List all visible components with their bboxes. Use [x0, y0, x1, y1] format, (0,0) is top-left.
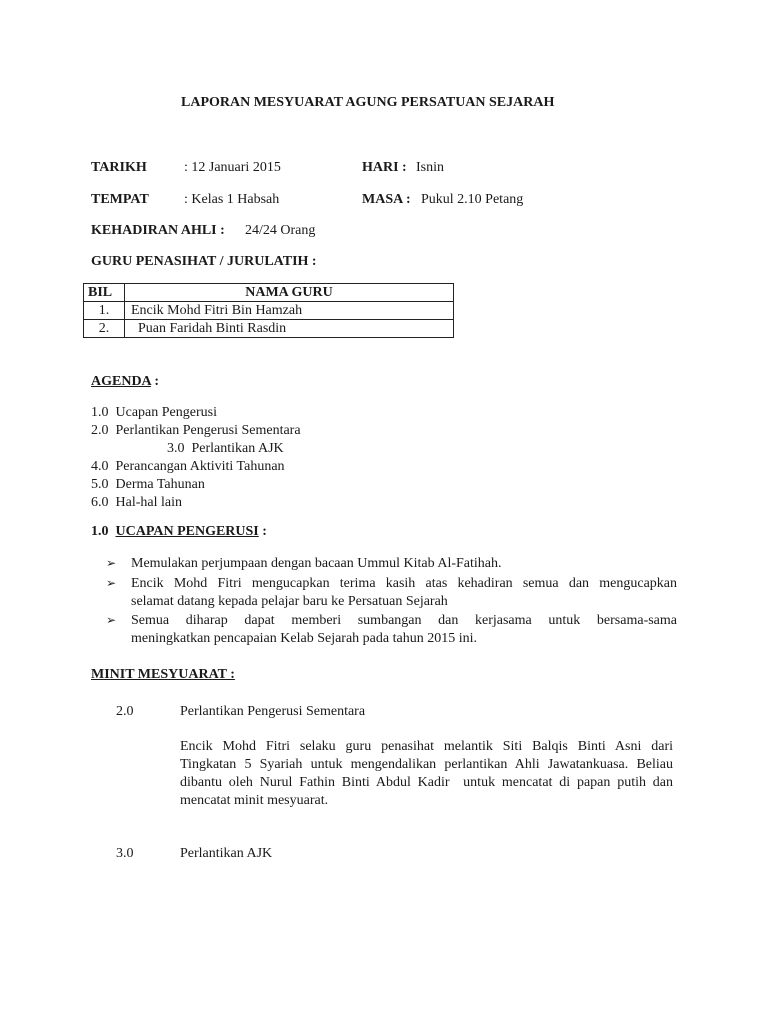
masa-label: MASA :: [362, 192, 411, 207]
ucapan-bullet-line: meningkatkan pencapaian Kelab Sejarah pada tahun 2015 ini.: [131, 631, 477, 646]
table-header-row: [84, 284, 454, 302]
agenda-heading: [91, 374, 159, 390]
hari-label: HARI :: [362, 160, 407, 175]
section-title: Perlantikan Pengerusi Sementara: [180, 704, 366, 719]
arrow-bullet-icon: ➢: [106, 613, 117, 627]
agenda-item: 1.0 Ucapan Pengerusi: [91, 405, 217, 420]
ucapan-bullet: [131, 575, 677, 611]
kehadiran-value: 24/24 Orang: [245, 223, 316, 238]
row-bil: 2.: [84, 320, 125, 338]
arrow-bullet-icon: ➢: [106, 576, 117, 590]
section-body-line: Encik Mohd Fitri selaku guru penasihat melantik Siti Balqis Binti Asni dari: [180, 739, 673, 754]
ucapan-bullet-line: Semua diharap dapat memberi sumbangan dan kerjasama untuk bersama-sama: [131, 613, 677, 628]
tarikh-label: TARIKH: [91, 160, 147, 175]
section-body-line: mencatat minit mesyuarat.: [180, 793, 329, 808]
kehadiran-label: KEHADIRAN AHLI :: [91, 223, 225, 238]
table-row: [84, 320, 454, 338]
section-body: [180, 738, 673, 810]
masa-value: Pukul 2.10 Petang: [421, 192, 524, 207]
section-number: 3.0: [116, 846, 134, 861]
ucapan-heading: [91, 524, 267, 540]
agenda-heading-colon: :: [150, 374, 160, 389]
ucapan-bullet-line: selamat datang kepada pelajar baru ke Persatuan Sejarah: [131, 594, 448, 609]
agenda-item: 2.0 Perlantikan Pengerusi Sementara: [91, 423, 301, 438]
section-number: 2.0: [116, 704, 134, 719]
agenda-item: 3.0 Perlantikan AJK: [167, 441, 284, 456]
ucapan-number: 1.0: [91, 524, 109, 539]
arrow-bullet-icon: ➢: [106, 556, 117, 570]
table-row: [84, 302, 454, 320]
tarikh-value: : 12 Januari 2015: [184, 160, 281, 175]
agenda-item: 4.0 Perancangan Aktiviti Tahunan: [91, 459, 285, 474]
guru-penasihat-label: GURU PENASIHAT / JURULATIH :: [91, 254, 317, 269]
guru-table: [83, 283, 454, 338]
header-bil: BIL: [84, 284, 125, 302]
ucapan-bullet: [131, 612, 677, 648]
agenda-item: 6.0 Hal-hal lain: [91, 495, 182, 510]
hari-value: Isnin: [416, 160, 444, 175]
row-bil: 1.: [84, 302, 125, 320]
page-title: LAPORAN MESYUARAT AGUNG PERSATUAN SEJARAH: [181, 95, 555, 110]
ucapan-bullet-line: Encik Mohd Fitri mengucapkan terima kasih atas kehadiran semua dan mengucapkan: [131, 576, 677, 591]
ucapan-heading-text: UCAPAN PENGERUSI: [115, 524, 259, 539]
agenda-heading-text: AGENDA: [91, 374, 151, 389]
minit-heading: MINIT MESYUARAT :: [91, 667, 235, 682]
tempat-label: TEMPAT: [91, 192, 149, 207]
section-body-line: Tingkatan 5 Syariah untuk mengendalikan perlantikan Ahli Jawatankuasa. Beliau: [180, 757, 673, 772]
section-body-line: dibantu oleh Nurul Fathin Binti Abdul Kadir untuk mencatat di papan putih dan: [180, 775, 673, 790]
agenda-item: 5.0 Derma Tahunan: [91, 477, 205, 492]
row-nama: Puan Faridah Binti Rasdin: [125, 320, 454, 338]
ucapan-heading-colon: :: [258, 524, 267, 539]
tempat-value: : Kelas 1 Habsah: [184, 192, 280, 207]
section-title: Perlantikan AJK: [180, 846, 273, 861]
row-nama: Encik Mohd Fitri Bin Hamzah: [125, 302, 454, 320]
ucapan-bullet: [131, 555, 677, 573]
header-nama-guru: NAMA GURU: [125, 284, 454, 302]
ucapan-bullet-line: Memulakan perjumpaan dengan bacaan Ummul Kitab Al-Fatihah.: [131, 556, 502, 571]
